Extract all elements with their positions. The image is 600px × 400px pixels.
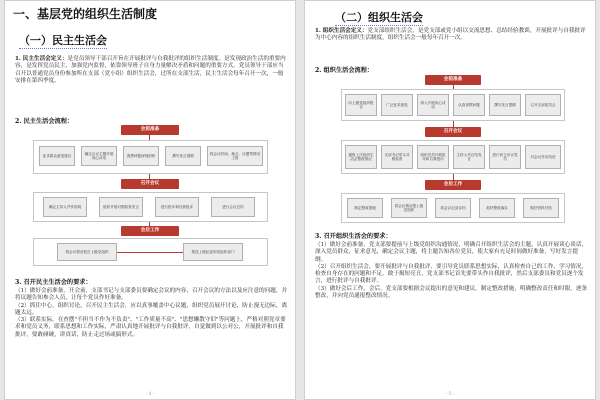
page-number: - 4 - xyxy=(146,391,154,396)
flow-label: 2. 组织生活会流程： xyxy=(315,67,374,74)
requirement-item: （1）做好会前准备，党支部要提前与上级党组织沟通情况，明确召开组织生活会的主题，认真开展谈心谈话，深入党员群众，征求意见，确定会议主题，将主题告知各位党员，使大家有充足时间做好准备，写好发言提纲。 xyxy=(315,242,588,263)
flow-box: 将会议记录存档 xyxy=(435,198,471,218)
requirement-item: （2）抓住中心，组织讨论，召开民主生活会，应以真事覆盖中心议题，组织党员展开讨论，防止漫无边际，离题太远。 xyxy=(15,302,288,316)
flow-box: 进行民主评议党员 xyxy=(489,145,521,169)
flow-stage-after: 会后工作 xyxy=(121,226,179,236)
flow-box: 支部书记带头对照检查 xyxy=(381,145,413,169)
requirements-list xyxy=(15,288,289,339)
flow-box: 将会议情况报上级党组织 xyxy=(391,198,427,218)
flow-box: 广泛征求意见 xyxy=(381,94,413,116)
flow-box: 对会议作出结论 xyxy=(525,145,561,169)
flow-box: 主持人作总结发言 xyxy=(453,145,485,169)
democratic-life-flowchart xyxy=(33,125,268,267)
flow-box: 认真查摆问题 xyxy=(453,94,485,116)
flow-stage-after: 会后工作 xyxy=(425,180,481,190)
flow-box: 将会议情况报告上级党组织 xyxy=(57,243,117,261)
flow-box: 查摆问题深刻剖析 xyxy=(123,146,159,166)
definition-paragraph xyxy=(315,28,589,43)
requirement-item: （1）做好会前准备，开会前，支部书记与支部委员要确定会议的内容，召开会议的方法以及应注意的问题，并将议题告知参会人员，让每个党员作好准备。 xyxy=(15,288,288,302)
requirement-item: （2）召开组织生活会，要开展批评与自我批评，要引导党员联系思想实际，认真检查自己的工作、学习情况，检查自身存在的问题和不足，敢于揭短亮丑，党支部书记首先要带头作自我批评，然后支部委员和党员逐个发言，进行批评与自我批评。 xyxy=(315,263,588,285)
requirement-item: （3）做好会后工作，会后，党支部要根据会议提出的意见和建议，制定整改措施，明确整改责任和时限，逐条整改，并向党员通报整改情况。 xyxy=(315,285,588,300)
flow-box: 组织开展对照检查发言 xyxy=(99,197,143,217)
section-title-democratic-life: （一）民主生活会 xyxy=(19,34,107,47)
requirements-label: 3. 召开民主生活会的要求： xyxy=(15,279,92,286)
section-title-organization-life: （二）组织生活会 xyxy=(335,11,423,24)
document-page-left xyxy=(4,0,296,400)
flow-stage-meeting: 召开会议 xyxy=(121,179,179,189)
definition-label: 1. 组织生活会定义： xyxy=(315,28,368,34)
flow-box: 向上级党组织报告 xyxy=(345,94,377,116)
flow-box: 报送上级纪委和党组织部门 xyxy=(183,243,243,261)
flow-box: 撰写发言提纲 xyxy=(165,146,201,166)
flow-stage-prepare: 会前准备 xyxy=(121,125,179,135)
flow-box: 深入开展谈心谈话 xyxy=(417,94,449,116)
flow-box: 制定整改措施 xyxy=(347,198,383,218)
flow-box: 组织党员开展批评和自我批评 xyxy=(417,145,449,169)
document-page-right xyxy=(304,0,596,400)
flow-stage-prepare: 会前准备 xyxy=(425,75,481,85)
definition-label: 1. 民主生活会定义： xyxy=(15,56,68,62)
flow-stage-meeting: 召开会议 xyxy=(425,127,481,137)
requirement-item: （3）联系实际，在查摆"不担当不作为不负责"、"工作质量不高"、"思想懒散守旧"等问题上，严格对照党章要求和党员义务，联系思想和工作实际，严肃认真地开展批评与自我批评，自觉做到以公对公，开展批评和自我批评，要敢碰硬，讲真话，防止走过场或搞形式。 xyxy=(15,317,286,338)
flow-box: 召开支部委员会 xyxy=(525,94,561,116)
flow-box: 确定会议主题开展谈心谈话 xyxy=(81,146,117,166)
flow-label: 2. 民主生活会流程： xyxy=(15,118,74,125)
requirements-list xyxy=(315,242,589,300)
flow-box: 进行批评和自我批评 xyxy=(155,197,199,217)
definition-text: 是党员领导干部召开旨在开展批评与自我批评的组织生活制度。是发现政治生活的重要内容，是发挥党员民主、加强党内监督，依靠领导班子自身力量解决矛盾和问题的重要方式。党员领导干部应当召开以普通党员身份参加所在支部（党小组）组织生活会，过所在支部生活，民主生活会每年召开一次，一般安排在第四季度。 xyxy=(15,56,286,84)
organization-life-flowchart xyxy=(341,75,565,231)
flow-box: 抓好整改落实 xyxy=(479,198,515,218)
page-number: - 5 - xyxy=(446,391,454,396)
requirements-label: 3. 召开组织生活会的要求： xyxy=(315,233,392,240)
flow-box: 征求群众意见建议 xyxy=(39,146,75,166)
flow-box: 通报上次组织生活会整改情况 xyxy=(345,145,377,169)
definition-paragraph xyxy=(15,56,289,85)
flow-box: 撰写发言提纲 xyxy=(489,94,521,116)
flow-box: 确定主持人并作说明 xyxy=(43,197,87,217)
main-title: 一、基层党的组织生活制度 xyxy=(13,7,158,21)
flow-box: 进行会议总结 xyxy=(211,197,255,217)
definition-text: 党支部组织生活会，是党支部或党小组以交流思想、总结经验教训，开展批评与自我批评为中心内容的组织生活制度，组织生活会一般每年召开一次。 xyxy=(315,28,586,42)
flow-box: 将会议时间、地点、议题等情况上报 xyxy=(207,146,263,166)
flow-box: 做好资料归档 xyxy=(523,198,559,218)
